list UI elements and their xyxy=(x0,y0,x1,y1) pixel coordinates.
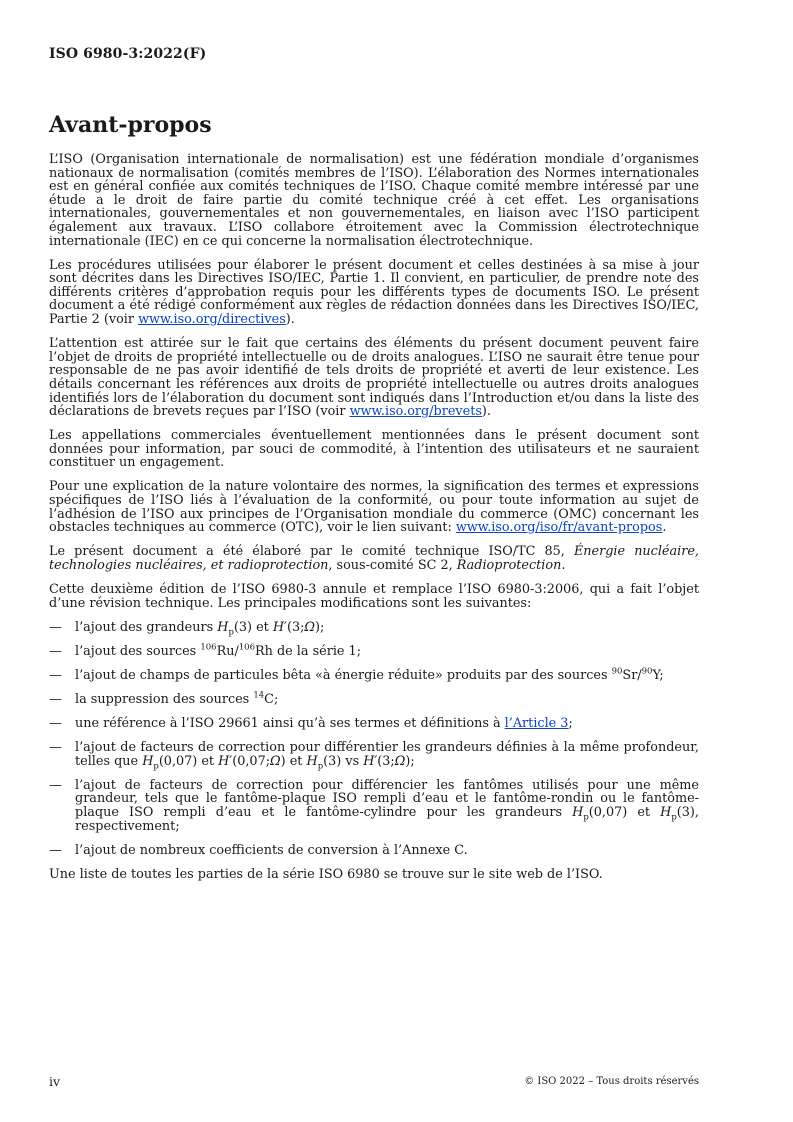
subscript: p xyxy=(317,761,324,772)
paragraph-text: Pour une explication de la nature volontaire des normes, la signification des termes et expressions spécifiques de l’ISO liés à l’évaluation de la conformité, ou pour toute information au sujet de l’adhésion de l’ISO aux principes de l’Organisation mondiale du commerce (OMC) concernant les obstacles techniques au commerce (OTC), voir le lien suivant: xyxy=(49,479,699,536)
link-directives[interactable]: www.iso.org/directives xyxy=(138,312,286,328)
quantity-symbol: H xyxy=(142,753,154,769)
item-text: Rh de la série 1; xyxy=(255,643,362,659)
item-text: (3), respectivement; xyxy=(75,805,699,834)
paragraph-trade-names: Les appellations commerciales éventuellement mentionnées dans le présent document sont données pour information, par souci de commodité, à l’intention des utilisateurs et ne sauraient constituer un engagement. xyxy=(49,428,699,471)
list-item xyxy=(49,717,699,731)
item-text: l’ajout des sources xyxy=(75,643,201,659)
item-text: une référence à l’ISO 29661 ainsi qu’à ses termes et définitions à xyxy=(75,716,505,732)
list-item xyxy=(49,619,699,638)
dash-bullet: — xyxy=(49,619,62,635)
dash-bullet: — xyxy=(49,643,62,659)
foreword-body xyxy=(49,153,699,892)
item-text: (3; xyxy=(377,753,395,769)
paragraph-text: . xyxy=(662,520,667,536)
page-number: iv xyxy=(49,1074,61,1089)
dash-bullet: — xyxy=(49,716,62,732)
paragraph-text: Les procédures utilisées pour élaborer le présent document et celles destinées à sa mise à jour sont décrites dans les Directives ISO/IEC, Partie 1. Il convient, en particulier, de prendre note des différents critères d’approbation requis pour les différents types de documents ISO. Le présent document a été rédigé conformément aux règles de rédaction données dans les Directives ISO/IEC, Partie 2 (voir xyxy=(49,257,699,328)
quantity-symbol: H′ xyxy=(363,753,378,769)
dash-bullet: — xyxy=(49,692,62,707)
paragraph-text: ). xyxy=(285,312,295,328)
quantity-symbol: H xyxy=(217,619,229,635)
item-text: ); xyxy=(405,753,415,769)
superscript: 106 xyxy=(238,642,255,653)
item-text: ) et xyxy=(280,753,307,769)
list-item xyxy=(49,666,699,683)
paragraph-text: ). xyxy=(481,404,491,420)
link-article-3[interactable]: l’Article 3 xyxy=(504,716,569,732)
dash-bullet: — xyxy=(49,740,62,756)
quantity-symbol: H xyxy=(660,805,672,821)
superscript: 90 xyxy=(611,666,623,677)
document-code: ISO 6980-3:2022(F) xyxy=(49,46,207,62)
link-brevets[interactable]: www.iso.org/brevets xyxy=(349,404,482,420)
omega-symbol: Ω xyxy=(394,753,406,769)
item-text: l’ajout de facteurs de correction pour différencier les fantômes utilisés pour une même grandeur, tels que le fantôme-plaque ISO rempli d’eau et le fantôme-rondin ou le fantôme-plaque ISO rempli d’eau et le fantôme-cylindre pour les grandeurs xyxy=(75,777,699,821)
omega-symbol: Ω xyxy=(270,753,281,769)
list-item xyxy=(49,740,699,772)
list-item xyxy=(49,844,699,858)
item-text: l’ajout des grandeurs xyxy=(75,619,218,635)
item-text: (0,07) et xyxy=(158,753,219,769)
item-text: Sr/ xyxy=(622,667,642,683)
superscript: 106 xyxy=(200,642,217,653)
list-item xyxy=(49,779,699,833)
list-item xyxy=(49,690,699,707)
omega-symbol: Ω xyxy=(304,619,316,635)
paragraph-procedures xyxy=(49,259,699,327)
committee-title: Énergie nucléaire, technologies nucléaires, et radioprotection xyxy=(49,544,699,573)
paragraph-edition: Cette deuxième édition de l’ISO 6980-3 annule et remplace l’ISO 6980-3:2006, qui a fait l’objet d’une révision technique. Les principales modifications sont les suivantes: xyxy=(49,582,699,611)
quantity-symbol: H xyxy=(572,805,584,821)
item-text: l’ajout de facteurs de correction pour différentier les grandeurs définies à la même profondeur, telles que xyxy=(75,740,699,769)
item-text: la suppression des sources xyxy=(75,692,254,707)
paragraph-series-list: Une liste de toutes les parties de la série ISO 6980 se trouve sur le site web de l’ISO. xyxy=(49,866,603,882)
dash-bullet: — xyxy=(49,777,62,793)
changes-list xyxy=(49,621,699,858)
item-text: l’ajout de champs de particules bêta «à énergie réduite» produits par des sources xyxy=(75,667,612,683)
item-text: ); xyxy=(315,619,325,635)
item-text: (3; xyxy=(286,619,305,635)
item-text: (3) et xyxy=(233,619,273,635)
subscript: p xyxy=(153,761,159,772)
dash-bullet: — xyxy=(49,842,62,858)
paragraph-iso-intro: L’ISO (Organisation internationale de normalisation) est une fédération mondiale d’organismes nationaux de normalisation (comités membres de l’ISO). L’élaboration des Normes internationales est en général confiée aux comités techniques de l’ISO. Chaque comité membre intéressé par une étude a le droit de faire partie du comité technique créé à cet effet. Les organisations internationales, gouvernementales et non gouvernementales, en liaison avec l’ISO participent également aux travaux. L’ISO collabore étroitement avec la Commission électrotechnique internationale (IEC) en ce qui concerne la normalisation électrotechnique. xyxy=(49,152,699,249)
superscript: 14 xyxy=(253,690,265,701)
item-text: Ru/ xyxy=(216,643,239,659)
paragraph-voluntary-nature xyxy=(49,480,699,534)
copyright-notice: © ISO 2022 – Tous droits réservés xyxy=(524,1076,699,1087)
dash-bullet: — xyxy=(49,667,62,683)
paragraph-patents xyxy=(49,337,699,419)
item-text: ; xyxy=(568,716,573,732)
quantity-symbol: H xyxy=(306,753,318,769)
item-text: Y; xyxy=(652,667,664,683)
link-avant-propos[interactable]: www.iso.org/iso/fr/avant-propos xyxy=(455,520,663,536)
subscript: p xyxy=(228,627,234,638)
item-text: (0,07; xyxy=(232,753,271,769)
superscript: 90 xyxy=(641,666,653,677)
item-text: C; xyxy=(264,692,279,707)
paragraph-text: Le présent document a été élaboré par le comité technique ISO/TC 85, xyxy=(49,544,574,560)
item-text: (3) vs xyxy=(323,753,364,769)
quantity-symbol: H′ xyxy=(272,619,287,635)
list-item xyxy=(49,642,699,659)
paragraph-text: , sous-comité SC 2, xyxy=(328,557,457,573)
paragraph-text: . xyxy=(561,557,566,573)
subscript: p xyxy=(583,812,589,823)
section-title: Avant-propos xyxy=(49,112,212,138)
item-text: (0,07) et xyxy=(588,805,661,821)
paragraph-committee xyxy=(49,545,699,572)
item-text: l’ajout de nombreux coefficients de conversion à l’Annexe C. xyxy=(75,842,468,858)
subcommittee-title: Radioprotection xyxy=(456,557,562,573)
quantity-symbol: H′ xyxy=(218,753,233,769)
paragraph-text: L’attention est attirée sur le fait que certains des éléments du présent document peuvent faire l’objet de droits de propriété intellectuelle ou de droits analogues. L’ISO ne saurait être tenue pour responsable de ne pas avoir identifié de tels droits de propriété et averti de leur existence. Les détails concernant les références aux droits de propriété intellectuelle ou autres droits analogues identifiés lors de l’élaboration du document sont indiqués dans l’Introduction et/ou dans la liste des déclarations de brevets reçues par l’ISO (voir xyxy=(49,336,699,420)
subscript: p xyxy=(671,812,677,823)
